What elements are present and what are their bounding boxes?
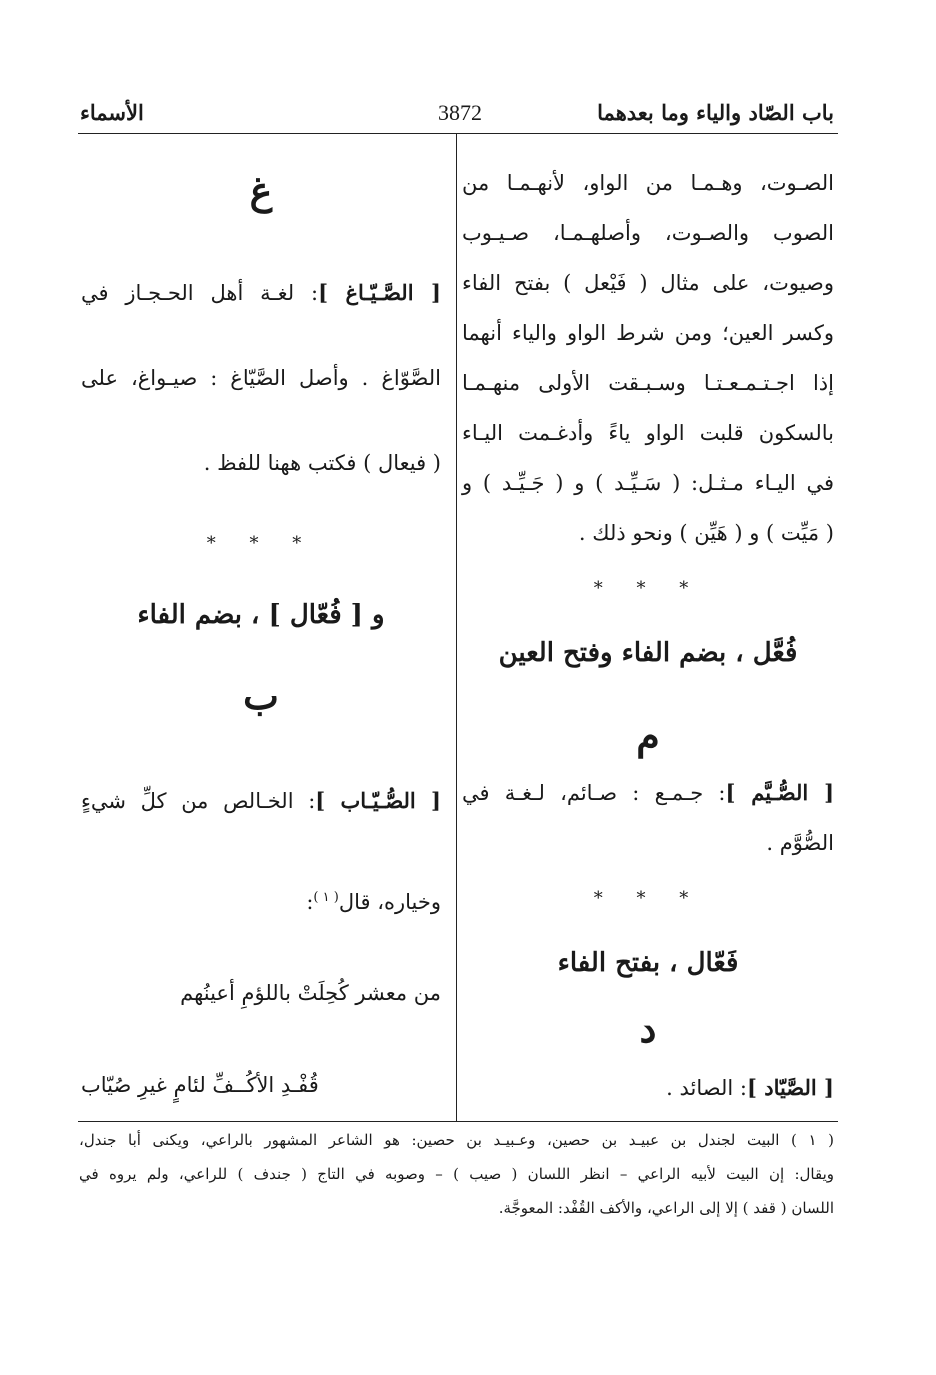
pattern-heading: فُعَّل ، بضم الفاء وفتح العين <box>498 638 798 668</box>
text-line: بالسكون قلبت الواو ياءً وأدغـمت اليـاء <box>462 421 834 445</box>
entry-line <box>306 883 441 917</box>
entry-definition: وخياره، قال <box>338 890 441 914</box>
root-letter: م <box>636 713 660 758</box>
chapter-title: باب الصّاد والياء وما بعدهما <box>597 100 834 125</box>
verse-hemistich-1: من معشر كُحِلَتْ باللؤمِ أعينُهم <box>180 981 441 1005</box>
entry-definition: : الصائد . <box>666 1076 747 1100</box>
section-separator: * * * <box>206 533 316 554</box>
root-letter: ب <box>243 673 279 718</box>
entry-headword: [ الصُّـيَّم ] <box>725 780 835 805</box>
section-separator: * * * <box>593 888 703 909</box>
entry-punctuation: : <box>306 890 314 914</box>
entry-line <box>462 778 834 808</box>
header-rule <box>78 133 838 134</box>
section-title: الأسماء <box>80 100 144 125</box>
footnote-line: ويقال: إن البيت لأبيه الراعي – انظر اللسان ( صيب ) – وصوبه في التاج ( جندف ) للراعي، ولم يروه في <box>79 1165 834 1183</box>
entry-line: الصَّوّاغ . وأصل الصَّيّاغ : صيـواغ، على <box>81 366 441 390</box>
column-divider <box>456 134 457 1122</box>
text-line: وصيوت، على مثال ( فَيْعل ) بفتح الفاء <box>462 271 834 295</box>
entry-headword: [ الصَّيّاد ] <box>746 1075 834 1100</box>
entry-definition: : لغـة أهل الحـجـاز في <box>81 281 319 305</box>
entry-line: ( فيعال ) فكتب ههنا للفظ . <box>203 451 441 475</box>
entry-line <box>666 1073 834 1103</box>
footnote-line: اللسان ( قفد ) إلا إلى الراعي، والأكف القُفْد: المعوجَّة. <box>498 1199 834 1217</box>
text-line: ( مَيِّت ) و ( هَيِّن ) ونحو ذلك . <box>578 521 834 545</box>
entry-line <box>81 786 441 816</box>
entry-headword: [ الصَّـيّـاغ ] <box>318 280 441 305</box>
entry-headword: [ الصُّـيّـاب ] <box>315 788 441 813</box>
footnote-line: ( ١ ) البيت لجندل بن عبيـد بن حصين، وعـبيـد بن حصين: هو الشاعر المشهور بالراعي، ويكنى أبا جندل، <box>79 1131 834 1149</box>
verse-hemistich-2: قُفْـدِ الأكُــفِّ لئامٍ غيرِ صُيّاب <box>81 1073 319 1097</box>
text-line: إذا اجـتـمـعـتـا وسـبـقت الأولى منهـمـا <box>462 371 834 395</box>
footnote-reference: ( ١ ) <box>313 890 339 905</box>
entry-definition: : جـمـع : صـائم، لـغـة في <box>462 781 726 805</box>
text-line: في اليـاء مـثـل: ( سَـيِّـد ) و ( جَـيِّـد ) و <box>462 471 834 495</box>
section-separator: * * * <box>593 578 703 599</box>
root-letter: غ <box>249 168 273 213</box>
root-letter: د <box>639 1006 657 1051</box>
pattern-heading: و [ فُعّال ] ، بضم الفاء <box>137 600 385 630</box>
text-line: الصـوت، وهـمـا من الواو، لأنهـمـا من <box>462 171 834 195</box>
text-line: الصوب والصـوت، وأصلهـمـا، صـيـوب <box>462 221 834 245</box>
entry-definition: : الخـالص من كلِّ شيءٍ <box>81 789 316 813</box>
entry-line: الصُّوَّم . <box>766 831 834 855</box>
pattern-heading: فَعّال ، بفتح الفاء <box>557 948 739 978</box>
page-number: 3872 <box>438 100 482 125</box>
entry-line <box>81 278 441 308</box>
text-line: وكسر العين؛ ومن شرط الواو والياء أنهما <box>462 321 834 345</box>
footnote-rule <box>78 1121 838 1122</box>
